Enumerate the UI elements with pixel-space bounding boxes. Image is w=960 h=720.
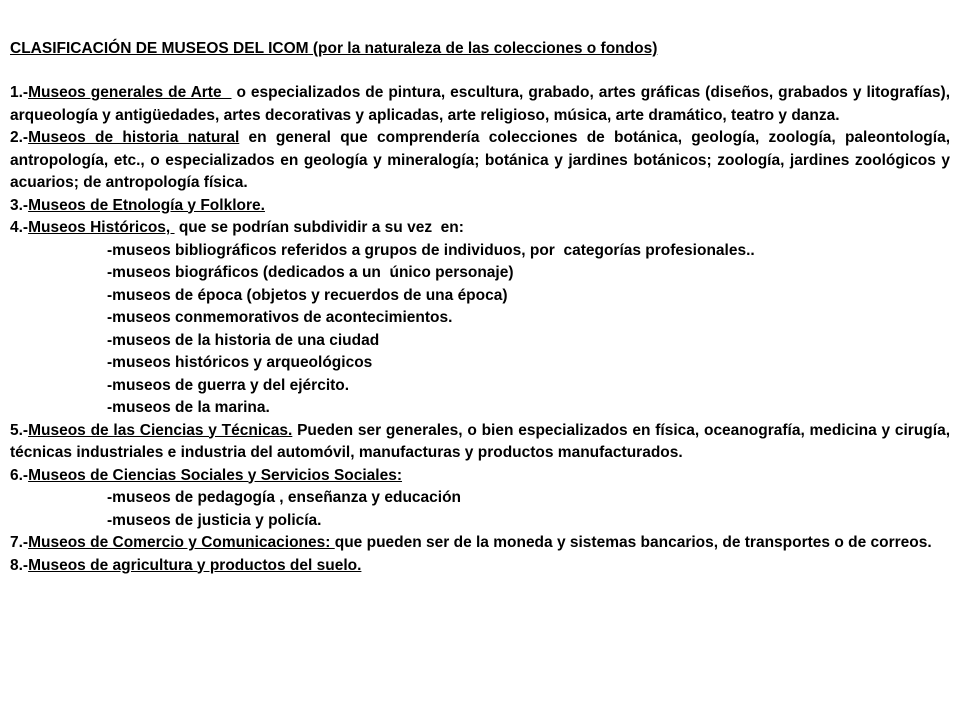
- item-number: 1.-: [10, 84, 29, 101]
- item-number: 2.-: [10, 129, 29, 146]
- item-5: [10, 420, 950, 465]
- item-description: o especializados de pintura, escultura, grabado, artes gráficas (diseños, grabados y litografías), arqueología y antigüedades, artes decorativas y aplicadas, arte religioso, música, arte dramático, teatro y danza.: [10, 84, 951, 124]
- item-1: [10, 82, 950, 127]
- item-number: 4.-: [10, 219, 29, 236]
- item-8: [10, 555, 950, 578]
- item-number: 8.-: [10, 556, 29, 574]
- item-heading: Museos de agricultura y productos del suelo.: [28, 556, 362, 574]
- item-number: 3.-: [10, 196, 29, 214]
- item-heading: Museos de Comercio y Comunicaciones:: [28, 534, 335, 551]
- item-number: 5.-: [10, 421, 29, 439]
- classification-list: [10, 82, 950, 577]
- historicos-subitem: -museos biográficos (dedicados a un único personaje): [107, 264, 514, 281]
- item-heading: Museos Históricos,: [28, 219, 175, 236]
- item-4: [10, 217, 950, 240]
- item-7: [10, 532, 950, 555]
- historicos-subitem: -museos de guerra y del ejército.: [107, 376, 350, 394]
- item-description: que se podrían subdividir a su vez en:: [174, 219, 464, 236]
- item-heading: Museos de Etnología y Folklore.: [28, 196, 265, 214]
- item-heading: Museos de las Ciencias y Técnicas.: [28, 421, 293, 439]
- historicos-subitem: -museos de época (objetos y recuerdos de una época): [107, 286, 508, 304]
- item-number: 6.-: [10, 466, 29, 484]
- item-number: 7.-: [10, 534, 29, 551]
- sociales-subitem: -museos de pedagogía , enseñanza y educación: [107, 489, 462, 506]
- historicos-subitem: -museos de la marina.: [107, 399, 270, 416]
- item-heading: Museos generales de Arte: [28, 84, 232, 101]
- page-title: CLASIFICACIÓN DE MUSEOS DEL ICOM (por la naturaleza de las colecciones o fondos): [10, 40, 658, 57]
- item-6: [10, 465, 950, 488]
- historicos-subitem: -museos de la historia de una ciudad: [107, 331, 380, 349]
- historicos-subitem: -museos bibliográficos referidos a grupos de individuos, por categorías profesionales..: [107, 241, 755, 259]
- item-3: [10, 195, 950, 218]
- item-heading: Museos de historia natural: [28, 129, 240, 146]
- item-description: que pueden ser de la moneda y sistemas bancarios, de transportes o de correos.: [334, 534, 932, 551]
- item-heading: Museos de Ciencias Sociales y Servicios Sociales:: [28, 466, 403, 484]
- sociales-subitem: -museos de justicia y policía.: [107, 511, 322, 529]
- item-2: [10, 127, 950, 195]
- item-description: en general que comprendería colecciones de botánica, geología, zoología, paleontología, antropología, etc., o especializados en geología y mineralogía; botánica y jardines botánicos; zoología, jardines zoológicos y acuarios; de antropología física.: [10, 129, 950, 191]
- historicos-subitem: -museos conmemorativos de acontecimientos.: [107, 309, 453, 326]
- item-description: Pueden ser generales, o bien especializados en física, oceanografía, medicina y cirugía, técnicas industriales e industria del automóvil, manufacturas y productos manufacturados.: [10, 421, 950, 461]
- historicos-subitem: -museos históricos y arqueológicos: [107, 354, 373, 371]
